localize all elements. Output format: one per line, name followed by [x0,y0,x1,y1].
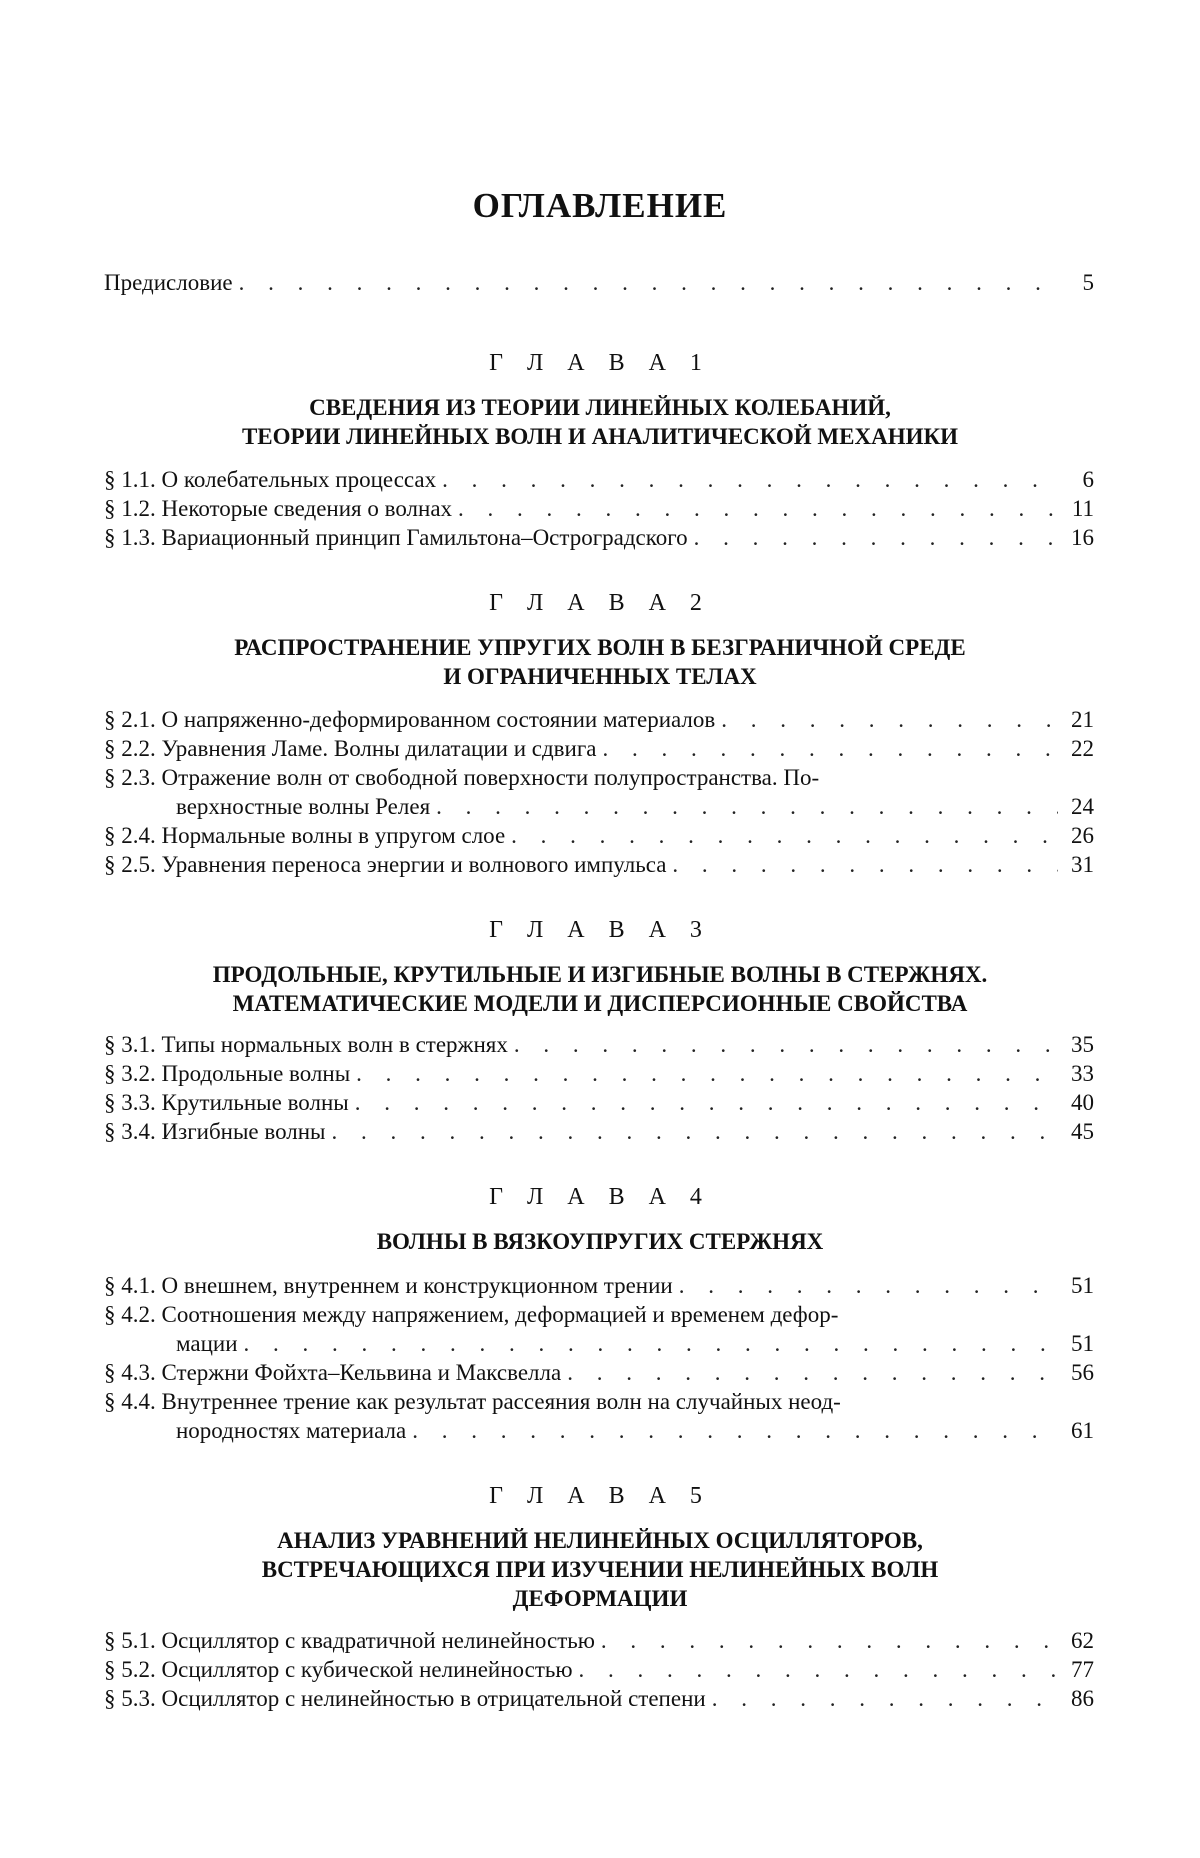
section-number: § 2.3. [104,765,162,790]
section-title: Отражение волн от свободной поверхности полупространства. По- [161,765,820,790]
preface-entry[interactable] [104,268,1094,297]
toc-entry[interactable] [104,705,1094,734]
leader-dots [694,523,1058,552]
page-number: 31 [1071,852,1094,877]
leader-dots [442,465,1058,494]
leader-dots [332,1117,1059,1146]
section-title: Нормальные волны в упругом слое [161,823,506,848]
section-title: О внешнем, внутреннем и конструкционном трении [161,1273,673,1298]
section-number: § 5.1. [104,1628,162,1653]
toc-title: ОГЛАВЛЕНИЕ [472,186,728,225]
chapter-label: Г Л А В А 5 [489,1483,711,1509]
page-number: 45 [1071,1119,1094,1144]
chapter-title-line: ВОЛНЫ В ВЯЗКОУПРУГИХ СТЕРЖНЯХ [376,1229,824,1254]
toc-entry[interactable] [104,1358,1094,1387]
page-number: 61 [1071,1418,1094,1443]
page-number: 77 [1071,1657,1094,1682]
page-number: 11 [1071,496,1094,521]
chapter-title-line: И ОГРАНИЧЕННЫХ ТЕЛАХ [443,664,757,689]
section-number: § 4.4. [104,1389,162,1414]
page-number: 51 [1071,1273,1094,1298]
page-number: 35 [1071,1032,1094,1057]
chapter-title-line: ДЕФОРМАЦИИ [512,1586,688,1611]
toc-entry[interactable] [104,523,1094,552]
section-title: О колебательных процессах [161,467,437,492]
leader-dots [603,734,1059,763]
toc-entry[interactable] [104,494,1094,523]
chapter-title [60,393,1140,451]
page-number: 62 [1071,1628,1094,1653]
leader-dots [458,494,1058,523]
preface-text: Предисловие [104,270,233,295]
toc-entry[interactable] [104,1030,1094,1059]
section-number: § 2.1. [104,707,162,732]
page-number: 6 [1082,467,1094,492]
leader-dots [672,850,1058,879]
section-title: мации [176,1331,238,1356]
leader-dots [712,1684,1058,1713]
leader-dots [412,1416,1058,1445]
preface-page: 5 [1082,270,1094,295]
section-number: § 3.1. [104,1032,162,1057]
toc-entry[interactable] [104,734,1094,763]
chapter-title-line: АНАЛИЗ УРАВНЕНИЙ НЕЛИНЕЙНЫХ ОСЦИЛЛЯТОРОВ, [277,1528,923,1553]
chapter-label: Г Л А В А 2 [489,590,711,616]
section-title: Осциллятор с кубической нелинейностью [161,1657,573,1682]
chapter-title [60,633,1140,691]
toc-entry[interactable] [104,1271,1094,1300]
section-number: § 4.2. [104,1302,162,1327]
toc-entry[interactable] [104,1088,1094,1117]
section-title: Уравнения Ламе. Волны дилатации и сдвига [161,736,597,761]
leader-dots [721,705,1058,734]
section-title: Некоторые сведения о волнах [161,496,453,521]
chapter-title-line: ПРОДОЛЬНЫЕ, КРУТИЛЬНЫЕ И ИЗГИБНЫЕ ВОЛНЫ В СТЕРЖНЯХ. [212,962,988,987]
leader-dots [514,1030,1058,1059]
toc-entry[interactable] [104,1626,1094,1655]
page-number: 51 [1071,1331,1094,1356]
section-title: Крутильные волны [161,1090,349,1115]
toc-entry[interactable] [104,1117,1094,1146]
chapter-label: Г Л А В А 4 [489,1184,711,1210]
section-number: § 3.2. [104,1061,162,1086]
section-title: Продольные волны [161,1061,351,1086]
toc-entry[interactable] [104,1387,1094,1445]
section-title: верхностные волны Релея [176,794,431,819]
section-number: § 2.5. [104,852,162,877]
chapter-title-line: ВСТРЕЧАЮЩИХСЯ ПРИ ИЗУЧЕНИИ НЕЛИНЕЙНЫХ ВОЛН [261,1557,939,1582]
section-title: нородностях материала [176,1418,407,1443]
section-number: § 5.2. [104,1657,162,1682]
toc-entry[interactable] [104,1684,1094,1713]
section-title: Типы нормальных волн в стержнях [161,1032,508,1057]
section-number: § 4.1. [104,1273,162,1298]
section-number: § 4.3. [104,1360,162,1385]
section-number: § 1.1. [104,467,162,492]
toc-entry[interactable] [104,1655,1094,1684]
chapter-title [60,1526,1140,1613]
chapter-title [60,1227,1140,1256]
section-title: Изгибные волны [161,1119,326,1144]
leader-dots [436,792,1058,821]
leader-dots [511,821,1058,850]
chapter-title-line: МАТЕМАТИЧЕСКИЕ МОДЕЛИ И ДИСПЕРСИОННЫЕ СВОЙСТВА [232,991,968,1016]
leader-dots [239,268,1058,297]
page-number: 56 [1071,1360,1094,1385]
section-title: Стержни Фойхта–Кельвина и Максвелла [161,1360,562,1385]
page-number: 26 [1071,823,1094,848]
page-number: 33 [1071,1061,1094,1086]
toc-entry[interactable] [104,850,1094,879]
leader-dots [355,1088,1058,1117]
section-title: Осциллятор с нелинейностью в отрицательной степени [161,1686,706,1711]
section-number: § 2.2. [104,736,162,761]
chapter-label: Г Л А В А 1 [489,350,711,376]
section-number: § 2.4. [104,823,162,848]
leader-dots [356,1059,1058,1088]
leader-dots [679,1271,1058,1300]
page-number: 24 [1071,794,1094,819]
page-number: 16 [1071,525,1094,550]
chapter-title [60,960,1140,1018]
section-number: § 1.2. [104,496,162,521]
page-number: 22 [1071,736,1094,761]
chapter-title-line: СВЕДЕНИЯ ИЗ ТЕОРИИ ЛИНЕЙНЫХ КОЛЕБАНИЙ, [309,395,891,420]
toc-entry[interactable] [104,1300,1094,1358]
toc-entry[interactable] [104,465,1094,494]
leader-dots [244,1329,1058,1358]
toc-entry[interactable] [104,821,1094,850]
section-title: О напряженно-деформированном состоянии материалов [161,707,716,732]
page-number: 40 [1071,1090,1094,1115]
section-title: Осциллятор с квадратичной нелинейностью [161,1628,595,1653]
leader-dots [579,1655,1058,1684]
leader-dots [567,1358,1058,1387]
section-title: Вариационный принцип Гамильтона–Остроградского [161,525,688,550]
toc-entry[interactable] [104,763,1094,821]
section-number: § 1.3. [104,525,162,550]
chapter-title-line: РАСПРОСТРАНЕНИЕ УПРУГИХ ВОЛН В БЕЗГРАНИЧНОЙ СРЕДЕ [234,635,966,660]
leader-dots [601,1626,1058,1655]
toc-entry[interactable] [104,1059,1094,1088]
section-number: § 5.3. [104,1686,162,1711]
page-number: 21 [1071,707,1094,732]
chapter-label: Г Л А В А 3 [489,917,711,943]
page-number: 86 [1071,1686,1094,1711]
section-title: Внутреннее трение как результат рассеяния волн на случайных неод- [161,1389,841,1414]
section-number: § 3.4. [104,1119,162,1144]
section-title: Соотношения между напряжением, деформацией и временем дефор- [161,1302,839,1327]
section-number: § 3.3. [104,1090,162,1115]
section-title: Уравнения переноса энергии и волнового импульса [161,852,667,877]
chapter-title-line: ТЕОРИИ ЛИНЕЙНЫХ ВОЛН И АНАЛИТИЧЕСКОЙ МЕХАНИКИ [241,424,959,449]
